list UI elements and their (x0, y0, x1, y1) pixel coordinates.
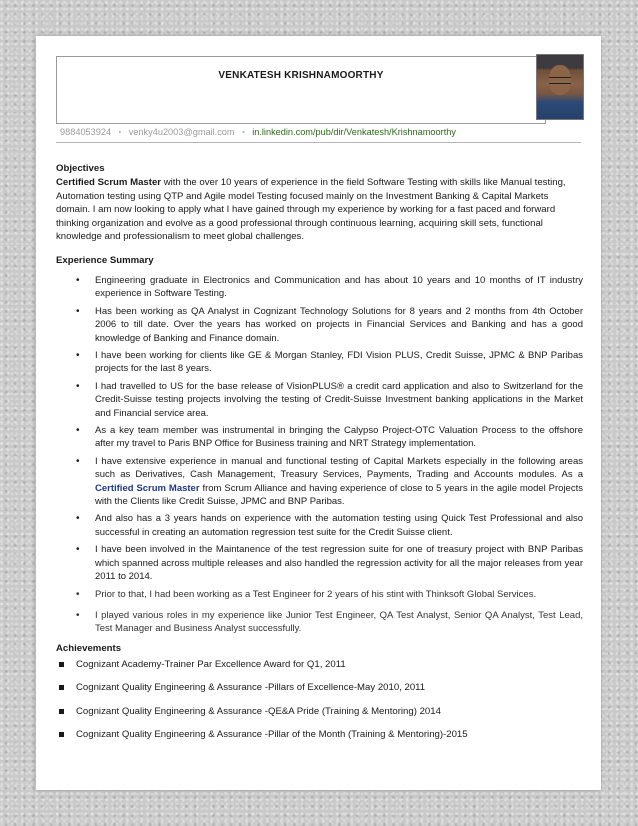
list-item-text: As a key team member was instrumental in bringing the Calypso Project-OTC Valuation Process to the offshore after my travel to Paris BNP Office for Business training and NRT Strategy implementation. (95, 425, 583, 450)
phone-number: 9884053924 (60, 127, 112, 137)
list-item-text: from Scrum Alliance and having experience of close to 5 years in the agile model Projects with the Clients like Credit Suisse, JPMC and BNP Paribas. (95, 482, 583, 508)
list-item-text: I have extensive experience in manual and functional testing of Capital Markets especially in the following areas such as Derivatives, Cash Management, Treasury Services, Payments, Trading and Accounts modules. As a (95, 455, 583, 481)
list-item (56, 424, 583, 451)
list-item (56, 658, 583, 671)
list-item (56, 305, 583, 345)
list-item-text: Engineering graduate in Electronics and Communication and has about 10 years and 10 months of IT industry experience in Software Testing. (95, 274, 583, 300)
list-item-text: Prior to that, I had been working as a Test Engineer for 2 years of his stint with Thinksoft Global Services. (95, 588, 537, 600)
list-item (56, 705, 583, 718)
bullet-icon: • (76, 274, 80, 286)
linkedin-link[interactable]: in.linkedin.com/pub/dir/Venkatesh/Krishnamoorthy (252, 127, 456, 137)
bullet-icon: • (76, 588, 80, 600)
list-item (56, 588, 583, 601)
list-item-text: And also has a 3 years hands on experience with the automation testing using Quick Test Professional and also successful in creating an automation regression test suite for the Credit Suisse client. (95, 513, 583, 538)
candidate-name: VENKATESH KRISHNAMOORTHY (218, 70, 384, 81)
list-item (56, 349, 583, 376)
list-item-text: I played various roles in my experience like Junior Test Engineer, QA Test Analyst, Senior QA Analyst, Test Lead, Test Manager and Business Analyst successfully. (95, 609, 583, 635)
header-box (56, 56, 546, 124)
bullet-icon: • (76, 455, 80, 467)
resume-page (36, 36, 601, 790)
separator-icon: ▪ (242, 129, 245, 136)
square-bullet-icon (59, 662, 64, 667)
list-item-text: Has been working as QA Analyst in Cognizant Technology Solutions for 8 years and 2 months from 4th October 2006 to till date. Over the years has worked on projects in Financial Services and Banking and has a good knowledge of Banking and Finance domain. (95, 305, 583, 344)
email-address[interactable]: venky4u2003@gmail.com (128, 127, 235, 137)
bullet-icon: • (76, 544, 80, 556)
photo-glasses (549, 77, 571, 84)
list-item-text: I have been involved in the Maintanence of the test regression suite for one of treasury project with BNP Paribas which spanned across multiple releases and also handled the regression activity for all the major releases from year 2011 to 2014. (95, 544, 583, 583)
list-item-text: Cognizant Quality Engineering & Assurance -Pillars of Excellence-May 2010, 2011 (76, 682, 426, 694)
experience-list (56, 274, 583, 636)
objectives-title: Objectives (56, 163, 105, 174)
bullet-icon: • (76, 350, 80, 361)
list-item (56, 512, 583, 539)
list-item-text: I had travelled to US for the base release of VisionPLUS® a credit card application and also to Switzerland for the Credit-Suisse testing projects involving the testing of Credit-Suisse Investment banking applications in the Market and Financial service area. (95, 380, 583, 419)
list-item-text: Cognizant Quality Engineering & Assurance -Pillar of the Month (Training & Mentoring)-2015 (76, 729, 468, 741)
bullet-icon: • (76, 425, 80, 437)
bullet-icon: • (76, 305, 80, 317)
list-item-text: Cognizant Quality Engineering & Assurance -QE&A Pride (Training & Mentoring) 2014 (76, 705, 441, 717)
bullet-icon: • (76, 513, 80, 525)
achievements-title: Achievements (56, 642, 122, 654)
bullet-icon: • (76, 609, 80, 621)
list-item-text: Cognizant Academy-Trainer Par Excellence Award for Q1, 2011 (76, 658, 346, 670)
square-bullet-icon (59, 732, 64, 737)
list-item (56, 543, 583, 583)
bullet-icon: • (76, 380, 80, 392)
objectives-body: with the over 10 years of experience in the field Software Testing with skills like Manual testing, Automation testing using QTP and Agile model Testing focused mainly on the Investment Banking & Capital Markets domain. I am now looking to apply what I have gained through my experience by working for a fast paced and forward thinking organization and evolve as a good professional through continuous learning, acquiring skill sets, functional knowledge and professionalism to meet global challenges. (56, 177, 566, 243)
list-item-text: I have been working for clients like GE & Morgan Stanley, FDI Vision PLUS, Credit Suisse, JPMC & BNP Paribas projects for the last 8 years. (95, 350, 583, 375)
list-item (56, 609, 583, 636)
experience-title: Experience Summary (56, 254, 154, 266)
achievements-list (56, 658, 583, 742)
list-item (56, 728, 583, 741)
square-bullet-icon (59, 709, 64, 714)
resume-content (56, 162, 583, 752)
divider (56, 142, 581, 143)
contact-line (60, 127, 456, 137)
objectives-text (56, 176, 583, 244)
objectives-lead: Certified Scrum Master (56, 177, 162, 188)
list-item (56, 455, 583, 509)
list-item (56, 274, 583, 301)
profile-photo (536, 54, 584, 120)
list-item (56, 681, 583, 694)
square-bullet-icon (59, 685, 64, 690)
separator-icon: ▪ (118, 129, 122, 136)
certified-scrum-master-highlight: Certified Scrum Master (95, 482, 200, 494)
list-item (56, 380, 583, 420)
